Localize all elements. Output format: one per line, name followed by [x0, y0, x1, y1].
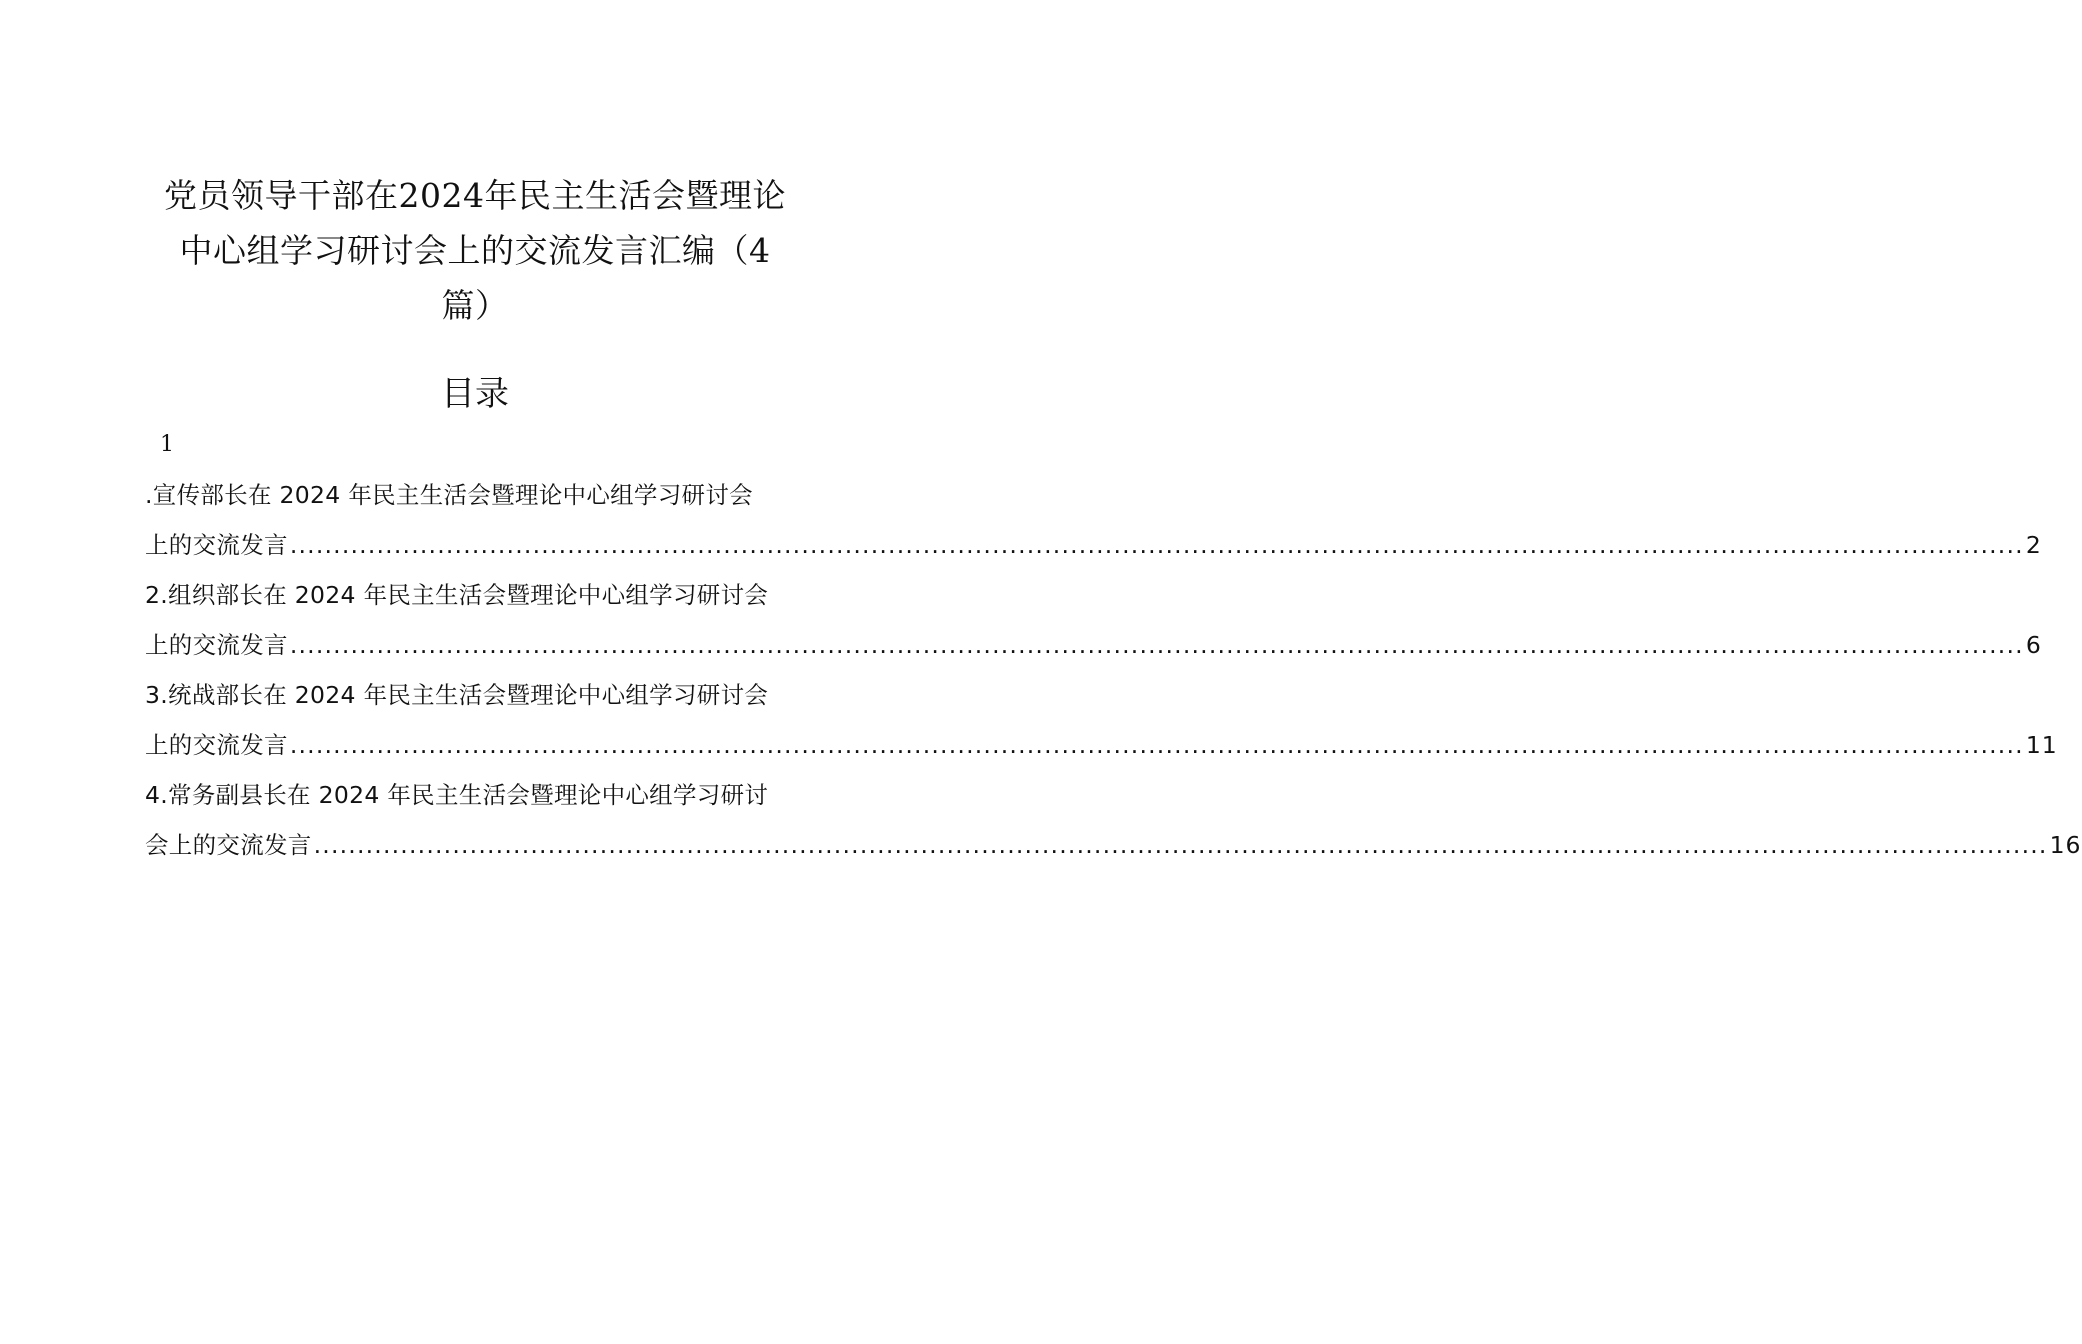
title-line-3: 篇） — [441, 286, 509, 325]
toc-entry-4[interactable] — [145, 770, 2082, 870]
toc-entry-title: .宣传部长在 2024 年民主生活会暨理论中心组学习研讨会 — [145, 481, 753, 509]
toc-entry-continuation — [145, 720, 2058, 770]
toc-entry-title: 2.组织部长在 2024 年民主生活会暨理论中心组学习研讨会 — [145, 581, 769, 609]
toc-entry-title-cont: 上的交流发言 — [145, 731, 288, 759]
toc-page-number: 2 — [2025, 531, 2042, 559]
toc-entry-1[interactable] — [145, 470, 2042, 570]
toc-dot-leader: ........................................................................................................................................................................................................ — [289, 631, 2024, 659]
toc-entry-title-cont: 会上的交流发言 — [145, 831, 312, 859]
title-line-2: 中心组学习研讨会上的交流发言汇编（4 — [179, 231, 771, 270]
toc-page-number: 16 — [2049, 831, 2082, 859]
toc-entry-continuation — [145, 520, 2042, 570]
toc-entry-2[interactable] — [145, 570, 2042, 670]
title-line-1: 党员领导干部在2024年民主生活会暨理论 — [164, 176, 786, 215]
toc-entry-title-cont: 上的交流发言 — [145, 631, 288, 659]
toc-page-number: 11 — [2025, 731, 2058, 759]
toc-dot-leader: ........................................................................................................................................................................................................ — [289, 731, 2024, 759]
toc-entry-title: 3.统战部长在 2024 年民主生活会暨理论中心组学习研讨会 — [145, 681, 769, 709]
toc-dot-leader: ........................................................................................................................................................................................................ — [289, 531, 2024, 559]
toc-entry-title: 4.常务副县长在 2024 年民主生活会暨理论中心组学习研讨 — [145, 781, 769, 809]
stray-number: 1 — [160, 432, 174, 457]
document-title — [145, 168, 805, 333]
table-of-contents — [145, 470, 2082, 870]
toc-entry-3[interactable] — [145, 670, 2058, 770]
toc-entry-continuation — [145, 620, 2042, 670]
toc-page-number: 6 — [2025, 631, 2042, 659]
toc-heading: 目录 — [441, 374, 509, 414]
toc-entry-continuation — [145, 820, 2082, 870]
toc-dot-leader: ........................................................................................................................................................................................................ — [313, 831, 2048, 859]
toc-entry-title-cont: 上的交流发言 — [145, 531, 288, 559]
